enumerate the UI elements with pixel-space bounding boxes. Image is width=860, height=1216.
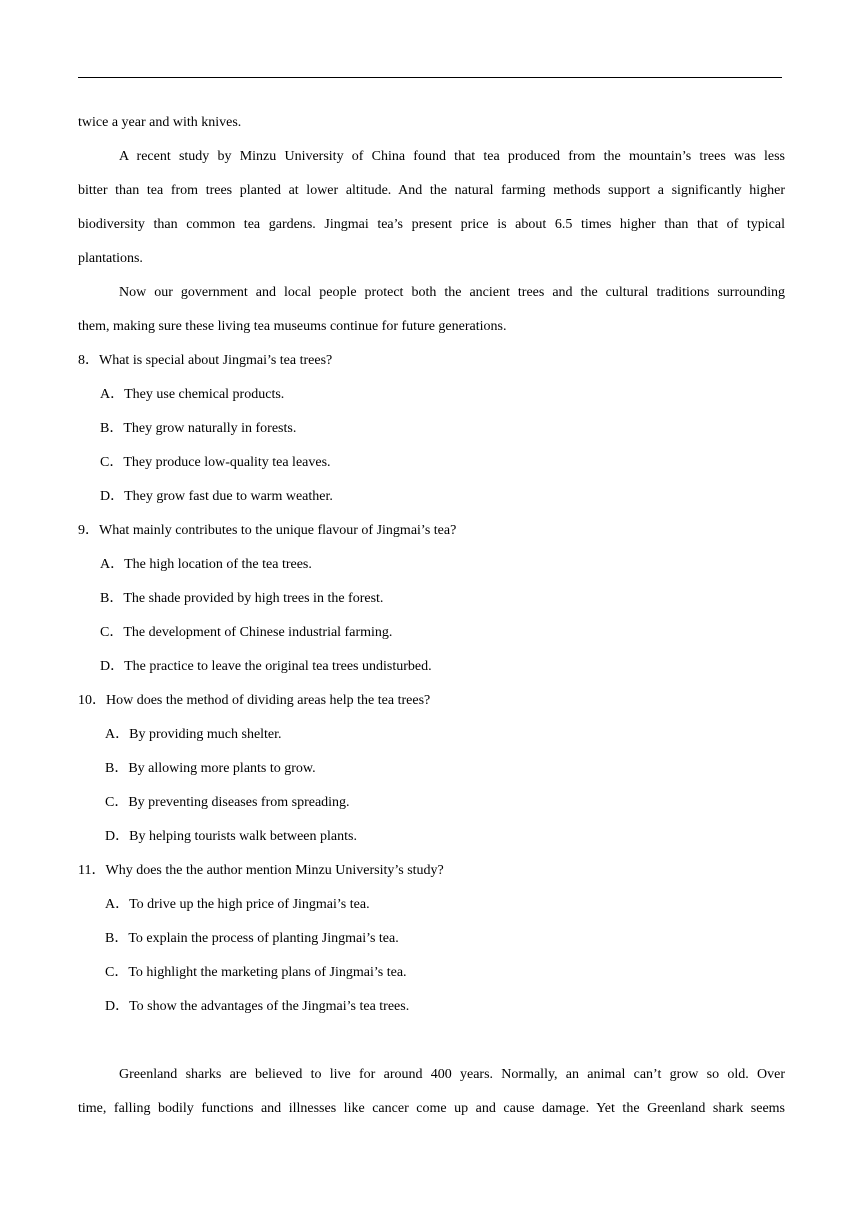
paragraph-line: them, making sure these living tea museums continue for future generations. <box>78 319 507 334</box>
paragraph-protection <box>78 278 785 346</box>
passage-tail: twice a year and with knives. <box>78 115 242 130</box>
header-rule <box>78 77 782 78</box>
paragraph-line: bitter than tea from trees planted at lower altitude. And the natural farming methods support a significantly higher <box>78 183 785 198</box>
question-10 <box>78 686 785 856</box>
option-a[interactable]: A．They use chemical products. <box>100 387 285 402</box>
option-a[interactable]: A．The high location of the tea trees. <box>100 557 312 572</box>
next-passage <box>78 1060 785 1128</box>
option-b[interactable]: B．The shade provided by high trees in the forest. <box>100 591 384 606</box>
option-c[interactable]: C．The development of Chinese industrial farming. <box>100 625 393 640</box>
option-b[interactable]: B．To explain the process of planting Jingmai’s tea. <box>105 931 399 946</box>
option-d[interactable]: D．They grow fast due to warm weather. <box>100 489 333 504</box>
section-gap <box>78 1026 785 1060</box>
paragraph-line: Greenland sharks are believed to live for around 400 years. Normally, an animal can’t grow so old. Over <box>119 1067 785 1082</box>
option-a[interactable]: A．To drive up the high price of Jingmai’s tea. <box>105 897 370 912</box>
question-11 <box>78 856 785 1026</box>
paragraph-line: biodiversity than common tea gardens. Jingmai tea’s present price is about 6.5 times higher than that of typical <box>78 217 785 232</box>
paragraph-line: Now our government and local people protect both the ancient trees and the cultural traditions surrounding <box>119 285 785 300</box>
option-c[interactable]: C．By preventing diseases from spreading. <box>105 795 350 810</box>
paragraph-study <box>78 142 785 278</box>
option-b[interactable]: B．They grow naturally in forests. <box>100 421 297 436</box>
paragraph-line: time, falling bodily functions and illnesses like cancer come up and cause damage. Yet the Greenland shark seems <box>78 1101 785 1116</box>
option-d[interactable]: D．By helping tourists walk between plants. <box>105 829 357 844</box>
paragraph-line: plantations. <box>78 251 143 266</box>
paragraph-line: A recent study by Minzu University of China found that tea produced from the mountain’s trees was less <box>119 149 785 164</box>
option-c[interactable]: C．They produce low-quality tea leaves. <box>100 455 331 470</box>
option-d[interactable]: D．To show the advantages of the Jingmai’s tea trees. <box>105 999 410 1014</box>
option-d[interactable]: D．The practice to leave the original tea trees undisturbed. <box>100 659 432 674</box>
question-8 <box>78 346 785 516</box>
question-9 <box>78 516 785 686</box>
option-b[interactable]: B．By allowing more plants to grow. <box>105 761 316 776</box>
question-stem: 8．What is special about Jingmai’s tea trees? <box>78 353 333 368</box>
option-c[interactable]: C．To highlight the marketing plans of Jingmai’s tea. <box>105 965 407 980</box>
option-a[interactable]: A．By providing much shelter. <box>105 727 282 742</box>
question-stem: 10．How does the method of dividing areas help the tea trees? <box>78 693 431 708</box>
question-stem: 11．Why does the the author mention Minzu University’s study? <box>78 863 444 878</box>
page-content <box>78 108 785 1128</box>
question-stem: 9．What mainly contributes to the unique flavour of Jingmai’s tea? <box>78 523 457 538</box>
